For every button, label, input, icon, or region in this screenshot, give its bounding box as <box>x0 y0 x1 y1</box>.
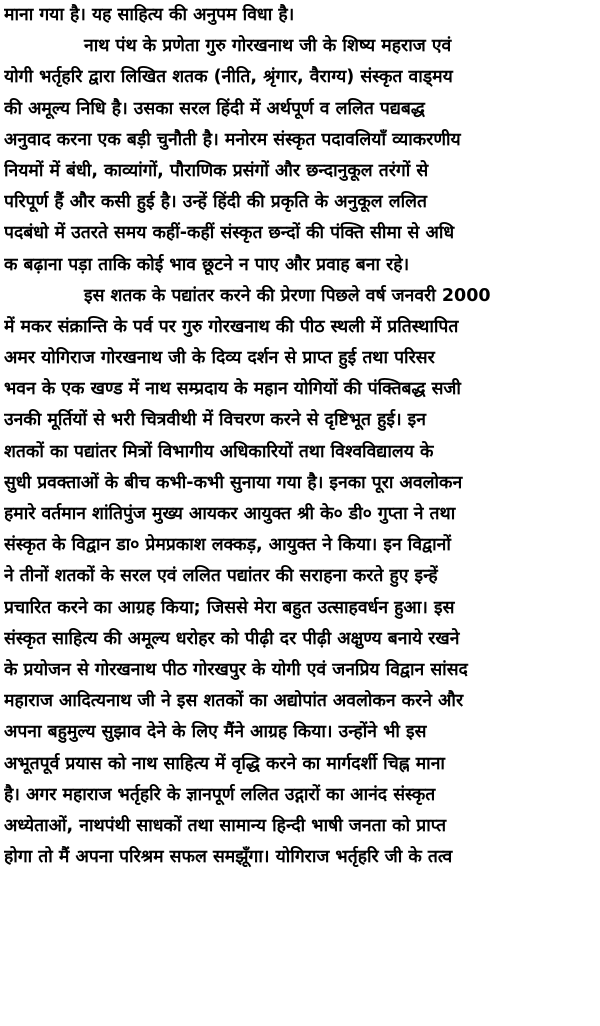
text-line: पदबंधो में उतरते समय कहीं-कहीं संस्कृत छन्दों की पंक्ति सीमा से अधि <box>4 223 455 244</box>
text-line: अमर योगिराज गोरखनाथ जी के दिव्य दर्शन से प्राप्त हुई तथा परिसर <box>4 348 435 369</box>
text-line: भवन के एक खण्ड में नाथ सम्प्रदाय के महान योगियों की पंक्तिबद्ध सजी <box>4 379 461 400</box>
text-line: शतकों का पद्यांतर मित्रों विभागीय अधिकारियों तथा विश्वविद्यालय के <box>4 441 434 462</box>
text-line: के प्रयोजन से गोरखनाथ पीठ गोरखपुर के योगी एवं जनप्रिय विद्वान सांसद <box>4 659 468 680</box>
text-line: इस शतक के पद्यांतर करने की प्रेरणा पिछले वर्ष जनवरी 2000 <box>84 285 491 306</box>
paragraph-1 <box>4 0 594 31</box>
paragraph-2 <box>4 31 594 281</box>
text-line: है। अगर महाराज भर्तृहरि के ज्ञानपूर्ण ललित उद्गारों का आनंद संस्कृत <box>4 784 436 805</box>
text-line: अपना बहुमुल्य सुझाव देने के लिए मैंने आग्रह किया। उन्होंने भी इस <box>4 722 427 743</box>
paragraph-3 <box>4 281 594 874</box>
text-line: सुधी प्रवक्ताओं के बीच कभी-कभी सुनाया गया है। इनका पूरा अवलोकन <box>4 472 463 493</box>
text-line: माना गया है। यह साहित्य की अनुपम विधा है। <box>4 5 295 25</box>
text-line: महाराज आदित्यनाथ जी ने इस शतकों का अद्योपांत अवलोकन करने और <box>4 691 464 712</box>
text-line: अध्येताओं, नाथपंथी साधकों तथा सामान्य हिन्दी भाषी जनता को प्राप्त <box>4 815 447 836</box>
text-line: ने तीनों शतकों के सरल एवं ललित पद्यांतर की सराहना करते हुए इन्हें <box>4 566 438 587</box>
text-line: हमारे वर्तमान शांतिपुंज मुख्य आयकर आयुक्त श्री के० डी० गुप्ता ने तथा <box>4 504 456 524</box>
text-line: संस्कृत साहित्य की अमूल्य धरोहर को पीढ़ी दर पीढ़ी अक्षुण्य बनाये रखने <box>4 628 460 649</box>
text-line: नाथ पंथ के प्रणेता गुरु गोरखनाथ जी के शिष्य महराज एवं <box>84 36 452 57</box>
text-line: योगी भर्तृहरि द्वारा लिखित शतक (नीति, श्रृंगार, वैराग्य) संस्कृत वाड्मय <box>4 67 453 88</box>
text-line: क बढ़ाना पड़ा ताकि कोई भाव छूटने न पाए और प्रवाह बना रहे। <box>4 254 410 275</box>
text-line: नियमों में बंधी, काव्यांगों, पौराणिक प्रसंगों और छन्दानुकूल तरंगों से <box>4 160 429 181</box>
text-line: अनुवाद करना एक बड़ी चुनौती है। मनोरम संस्कृत पदावलियाँ व्याकरणीय <box>4 129 461 150</box>
text-line: की अमूल्य निधि है। उसका सरल हिंदी में अर्थपूर्ण व ललित पद्यबद्ध <box>4 98 425 119</box>
text-line: संस्कृत के विद्वान डा० प्रेमप्रकाश लक्कड़, आयुक्त ने किया। इन विद्वानों <box>4 535 451 556</box>
text-line: होगा तो मैं अपना परिश्रम सफल समझूँगा। योगिराज भर्तृहरि जी के तत्व <box>4 847 453 868</box>
text-line: अभूतपूर्व प्रयास को नाथ साहित्य में वृद्धि करने का मार्गदर्शी चिह्न माना <box>4 753 445 774</box>
text-line: प्रचारित करने का आग्रह किया; जिससे मेरा बहुत उत्साहवर्धन हुआ। इस <box>4 597 455 618</box>
text-line: में मकर संक्रान्ति के पर्व पर गुरु गोरखनाथ की पीठ स्थली में प्रतिस्थापित <box>4 316 459 337</box>
text-line: परिपूर्ण हैं और कसी हुई है। उन्हें हिंदी की प्रकृति के अनुकूल ललित <box>4 192 428 213</box>
text-line: उनकी मूर्तियों से भरी चित्रवीथी में विचरण करने से दृष्टिभूत हुई। इन <box>4 410 426 431</box>
